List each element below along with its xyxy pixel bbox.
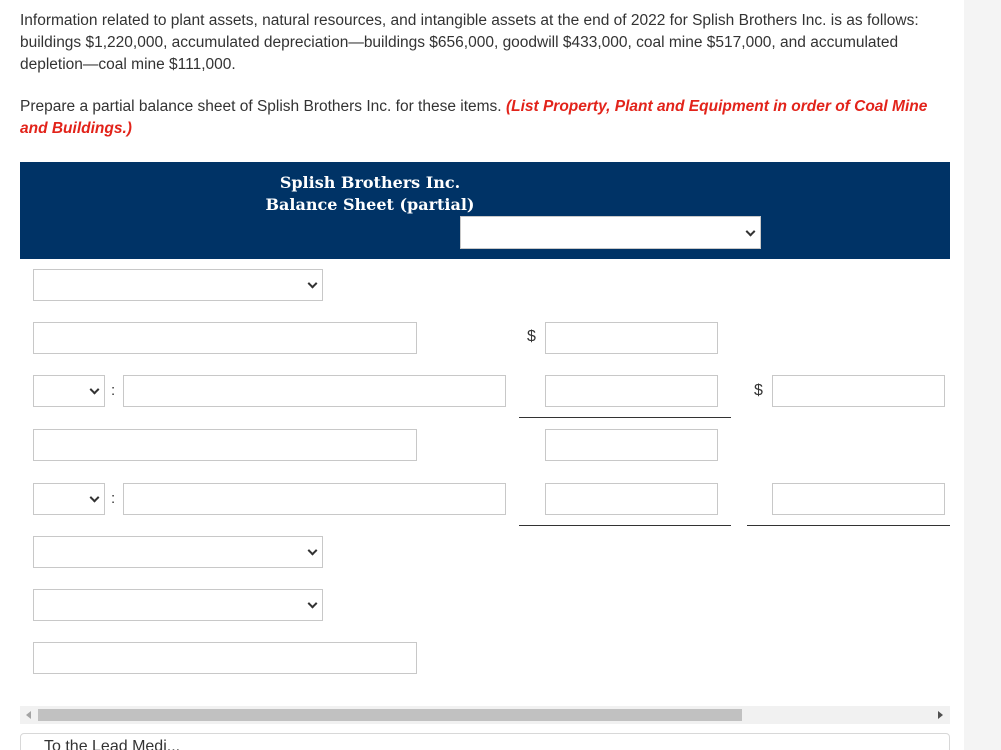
chevron-down-icon [90,385,100,395]
scroll-right-arrow-icon[interactable] [938,711,943,719]
coal-mine-less-label-input[interactable] [123,375,506,407]
chevron-down-icon [308,599,318,609]
colon-separator: : [111,382,116,399]
total-rule [747,525,950,526]
next-panel-text: To the Lead Medi... [44,738,181,750]
prompt-text: Prepare a partial balance sheet of Splish Brothers Inc. for these items. [20,98,502,115]
chevron-down-icon [90,493,100,503]
subtotal-rule [519,525,731,526]
buildings-amount-input[interactable] [545,429,718,461]
goodwill-label-input[interactable] [33,642,417,674]
total-label-select[interactable] [33,536,323,568]
buildings-less-select[interactable] [33,483,105,515]
currency-symbol: $ [754,382,763,399]
intangibles-heading-select[interactable] [33,589,323,621]
buildings-less-amount-input[interactable] [545,483,718,515]
buildings-label-input[interactable] [33,429,417,461]
statement-date-select[interactable] [460,216,761,249]
chevron-down-icon [308,279,318,289]
problem-intro: Information related to plant assets, natural resources, and intangible assets at the end of 2022 for Splish Brothers Inc. is as follows: buildings $1,220,000, accumulated depreciation—buildings $656,000, goodwill $433,000, coal mine $517,000, and accumulated depletion—coal mine $111,000. [20,12,919,73]
buildings-less-label-input[interactable] [123,483,506,515]
page-gutter [964,0,1001,750]
coal-mine-label-input[interactable] [33,322,417,354]
buildings-net-input[interactable] [772,483,945,515]
scroll-left-arrow-icon[interactable] [26,711,31,719]
company-name: Splish Brothers Inc. [279,173,461,192]
subtotal-rule [519,417,731,418]
prompt-hint: (List Property, Plant and Equipment in order of Coal Mine and Buildings.) [20,98,928,137]
statement-title: Balance Sheet (partial) [265,195,475,214]
section-heading-select[interactable] [33,269,323,301]
chevron-down-icon [308,546,318,556]
statement-heading [0,172,960,216]
coal-mine-amount-input[interactable] [545,322,718,354]
coal-mine-less-amount-input[interactable] [545,375,718,407]
chevron-down-icon [746,226,756,236]
coal-mine-net-input[interactable] [772,375,945,407]
colon-separator: : [111,490,116,507]
scrollbar-thumb[interactable] [38,709,742,721]
statement-header [20,162,950,259]
coal-mine-less-select[interactable] [33,375,105,407]
currency-symbol: $ [527,328,536,345]
problem-prompt [20,96,940,140]
